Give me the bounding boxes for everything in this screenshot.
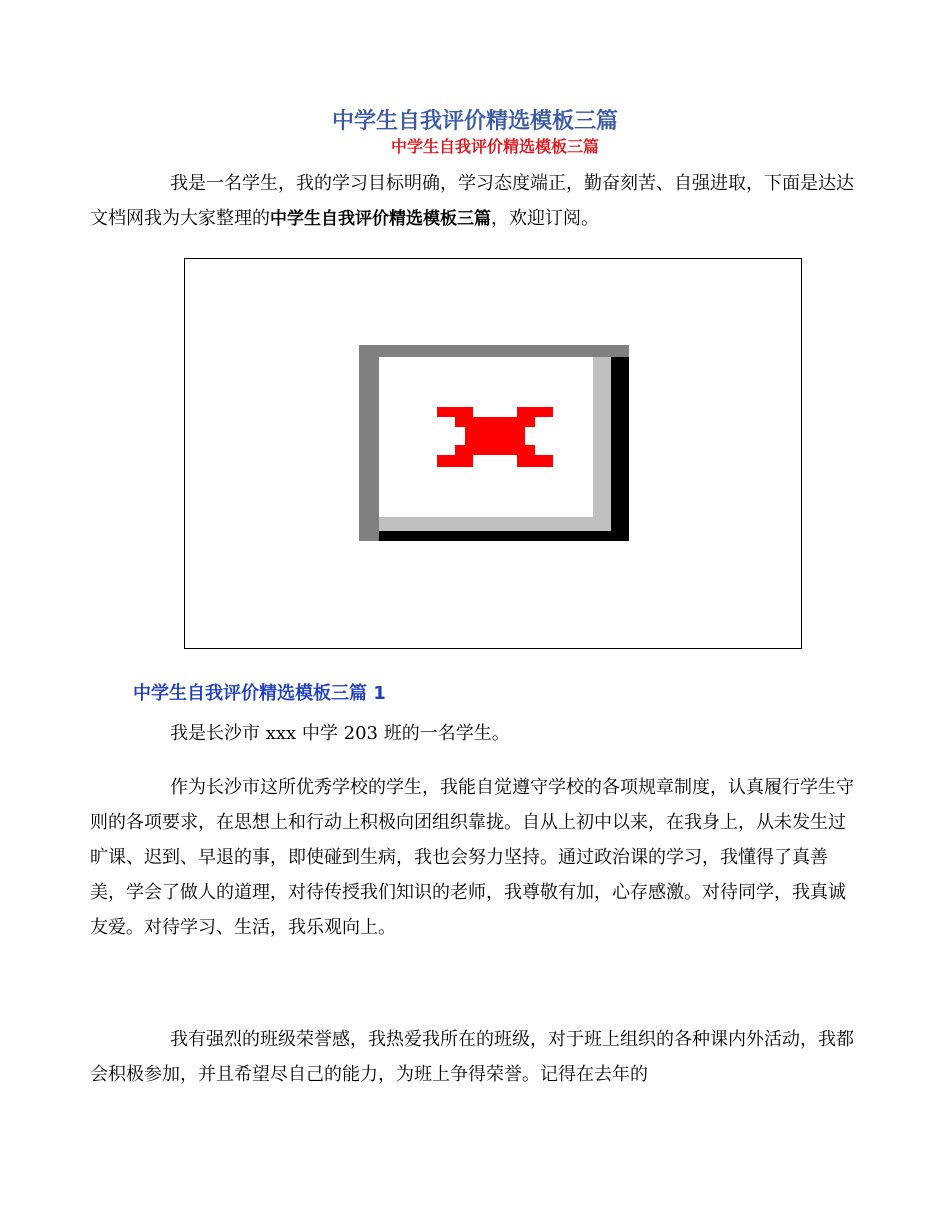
document-subtitle: 中学生自我评价精选模板三篇 [390,137,599,156]
section-1-paragraph-3: 我有强烈的班级荣誉感，我热爱我所在的班级，对于班上组织的各种课内外活动，我都会积极参加，并且希望尽自己的能力，为班上争得荣誉。记得在去年的 [90,1029,854,1085]
intro-paragraph [90,166,860,237]
section-1-paragraph-1: 我是长沙市 xxx 中学 203 班的一名学生。 [170,723,510,744]
image-frame [184,258,802,649]
intro-line-2-after: ，欢迎订阅。 [491,208,599,229]
document-title: 中学生自我评价精选模板三篇 [331,109,618,134]
section-1-paragraph-2: 作为长沙市这所优秀学校的学生，我能自觉遵守学校的各项规章制度，认真履行学生守则的各项要求，在思想上和行动上积极向团组织靠拢。自从上初中以来，在我身上，从未发生过旷课、迟到、早退的事，即使碰到生病，我也会努力坚持。通过政治课的学习，我懂得了真善美，学会了做人的道理，对待传授我们知识的老师，我尊敬有加，心存感激。对待同学，我真诚友爱。对待学习、生活，我乐观向上。 [90,777,854,938]
broken-image-icon [359,345,629,541]
section-1-heading: 中学生自我评价精选模板三篇 1 [133,683,386,704]
intro-line-1: 我是一名学生，我的学习目标明确，学习态度端正，勤奋刻苦、自强进取， [170,173,764,194]
intro-bold-title: 中学生自我评价精选模板三篇 [270,209,491,229]
intro-line-2-before: 下面是达达文档网我为大家整理的 [90,173,854,229]
